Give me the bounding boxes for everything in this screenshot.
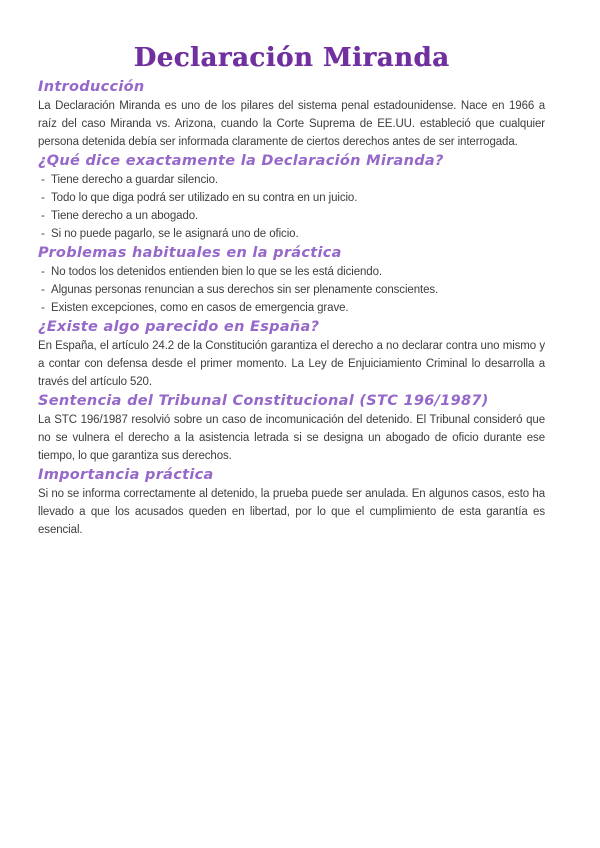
list-item-text: Existen excepciones, como en casos de emergencia grave.	[51, 302, 349, 314]
list-item	[38, 281, 545, 299]
section-heading-problemas: Problemas habituales en la práctica	[38, 245, 342, 261]
paragraph-sentencia: La STC 196/1987 resolvió sobre un caso de incomunicación del detenido. El Tribunal consideró que no se vulnera el derecho a la asistencia letrada si se designa un abogado de oficio durante ese tiempo, lo que garantiza sus derechos.	[38, 414, 545, 462]
document-title: Declaración Miranda	[133, 43, 450, 73]
list-item-text: Si no puede pagarlo, se le asignará uno de oficio.	[51, 228, 299, 240]
list-marker: -	[41, 228, 45, 240]
list-marker: -	[41, 210, 45, 222]
list-item	[38, 171, 545, 189]
list-item-text: Todo lo que diga podrá ser utilizado en su contra en un juicio.	[51, 192, 358, 204]
problems-list	[38, 263, 545, 317]
section-heading-sentencia: Sentencia del Tribunal Constitucional (STC 196/1987)	[38, 393, 489, 409]
list-item-text: Algunas personas renuncian a sus derechos sin ser plenamente conscientes.	[51, 284, 439, 296]
list-item-text: Tiene derecho a un abogado.	[51, 210, 199, 222]
list-item-text: No todos los detenidos entienden bien lo que se les está diciendo.	[51, 266, 382, 278]
list-item	[38, 207, 545, 225]
list-item	[38, 299, 545, 317]
section-heading-importancia: Importancia práctica	[38, 467, 214, 483]
list-item	[38, 263, 545, 281]
list-item-text: Tiene derecho a guardar silencio.	[51, 174, 218, 186]
paragraph-espana: En España, el artículo 24.2 de la Constitución garantiza el derecho a no declarar contra uno mismo y a contar con defensa desde el primer momento. La Ley de Enjuiciamiento Criminal lo desarrolla a través del artículo 520.	[38, 340, 545, 388]
list-marker: -	[41, 284, 45, 296]
list-marker: -	[41, 302, 45, 314]
section-heading-espana: ¿Existe algo parecido en España?	[38, 319, 320, 335]
list-item	[38, 225, 545, 243]
list-item	[38, 189, 545, 207]
section-heading-introduccion: Introducción	[38, 79, 145, 95]
paragraph-introduccion: La Declaración Miranda es uno de los pilares del sistema penal estadounidense. Nace en 1966 a raíz del caso Miranda vs. Arizona, cuando la Corte Suprema de EE.UU. estableció que cualquier persona detenida debía ser informada claramente de ciertos derechos antes de ser interrogada.	[38, 100, 545, 148]
rights-list	[38, 171, 545, 243]
section-heading-que-dice: ¿Qué dice exactamente la Declaración Miranda?	[38, 153, 444, 169]
list-marker: -	[41, 192, 45, 204]
list-marker: -	[41, 174, 45, 186]
paragraph-importancia: Si no se informa correctamente al detenido, la prueba puede ser anulada. En algunos casos, esto ha llevado a que los acusados queden en libertad, por lo que el cumplimiento de esta garantía es esencial.	[38, 488, 545, 536]
list-marker: -	[41, 266, 45, 278]
